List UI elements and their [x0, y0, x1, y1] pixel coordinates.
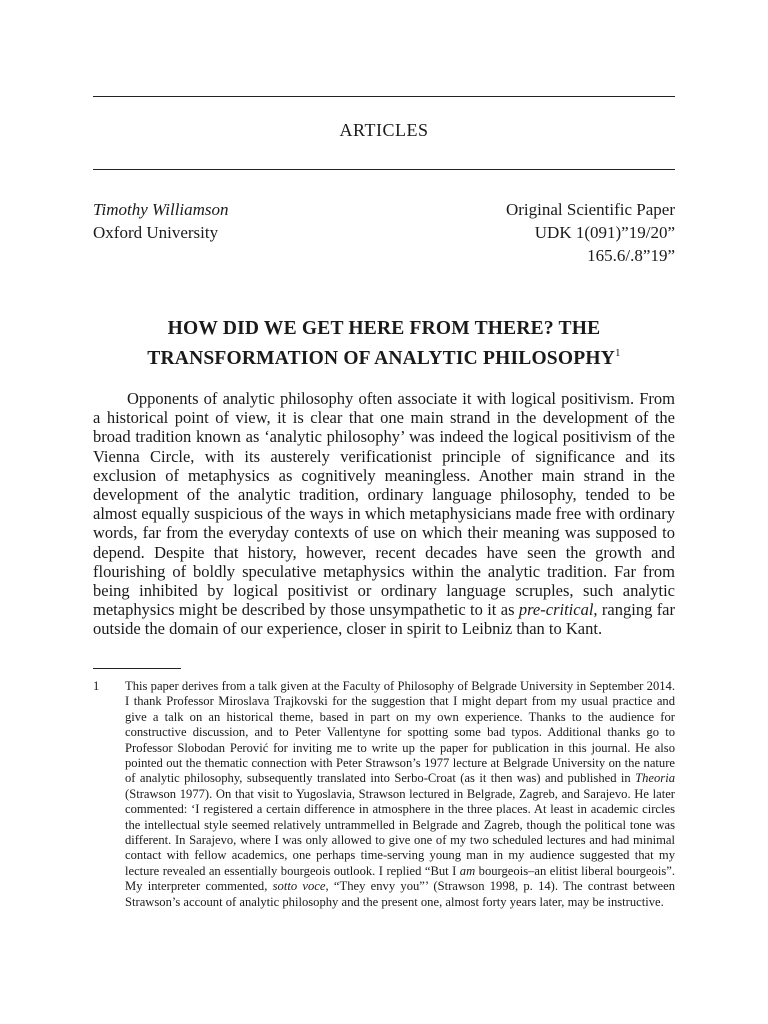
title-footnote-marker: 1	[614, 347, 621, 359]
article-body	[93, 389, 675, 639]
udk-code-line-1: UDK 1(091)”19/20”	[534, 223, 675, 242]
header-bottom-rule	[93, 169, 675, 170]
footnote-text-1: This paper derives from a talk given at the Faculty of Philosophy of Belgrade University in September 2014. I thank Professor Miroslava Trajkovski for the suggestion that I might depart from my usual practice and give a talk on an historical theme, based in part on my own experience. Thanks to the audience for constructive discussion, and to Peter Vallentyne for spotting some bad typos. Additional thanks go to Professor Slobodan Perović for inviting me to write up the paper for publication in this journal. He also pointed out the thematic connection with Peter Strawson’s 1977 lecture at Belgrade University on the nature of analytic philosophy, subsequently translated into Serbo-Croat (as it then was) and published in	[125, 679, 675, 786]
title-line-1: HOW DID WE GET HERE FROM THERE? THE	[167, 318, 601, 339]
footnote-text-4: , “They envy you”’ (Strawson 1998, p. 14). The contrast between Strawson’s account of analytic philosophy and the present one, almost forty years later, may be instructive.	[125, 879, 676, 909]
article-title	[93, 316, 675, 371]
footnote-text-3: bourgeois–an elitist liberal bourgeois”. My interpreter commented,	[125, 863, 675, 894]
footnote-number: 1	[93, 679, 100, 693]
footnote-emphasis-am: am	[459, 863, 476, 878]
paragraph-emphasis: pre-critical	[518, 600, 594, 620]
footnote-journal-name: Theoria	[635, 771, 675, 786]
paragraph-text-2: , ranging far outside the domain of our experience, closer in spirit to Leibniz than to Kant.	[93, 600, 676, 639]
footnote-text-2: (Strawson 1977). On that visit to Yugoslavia, Strawson lectured in Belgrade, Zagreb, and Sarajevo. He later commented: ‘I registered a certain difference in atmosphere in the three places. At least in academic circles the intellectual style seemed relatively untrammelled in Belgrade and Zagreb, though the political tone was different. In Sarajevo, where I was only allowed to give one of my two scheduled lectures and had minimal contact with fellow academics, one perhaps time-serving young man in my audience suggested that my lecture revealed an essentially bourgeois outlook. I replied “But I	[125, 786, 675, 878]
footnote-separator	[93, 668, 181, 669]
author-block	[93, 198, 229, 244]
page	[93, 0, 675, 1024]
author-affiliation: Oxford University	[93, 223, 219, 242]
footnote-text	[125, 679, 675, 910]
paper-type: Original Scientific Paper	[505, 200, 675, 219]
udk-code-line-2: 165.6/.8”19”	[587, 246, 675, 265]
author-name: Timothy Williamson	[93, 200, 229, 219]
footnote	[93, 679, 675, 910]
section-heading: ARTICLES	[339, 120, 429, 140]
body-paragraph	[93, 389, 675, 639]
paragraph-text-1: Opponents of analytic philosophy often associate it with logical positivism. From a historical point of view, it is clear that one main strand in the development of the broad tradition known as ‘analytic philosophy’ was indeed the logical positivism of the Vienna Circle, with its austerely verificationist principle of significance and its exclusion of metaphysics as cognitively meaningless. Another main strand in the development of the analytic tradition, ordinary language philosophy, tended to be almost equally suspicious of the ways in which metaphysicians made free with ordinary words, far from the everyday contexts of use on which their meaning was supposed to depend. Despite that history, however, recent decades have seen the growth and flourishing of boldly speculative metaphysics within the analytic tradition. Far from being inhibited by logical positivist or ordinary language scruples, such analytic metaphysics might be described by those unsympathetic to it as	[93, 389, 675, 620]
footnote-emphasis-sotto-voce: sotto voce	[272, 879, 326, 894]
classification-block	[506, 198, 675, 267]
header-top-rule	[93, 96, 675, 97]
title-line-2: TRANSFORMATION OF ANALYTIC PHILOSOPHY	[147, 348, 615, 369]
